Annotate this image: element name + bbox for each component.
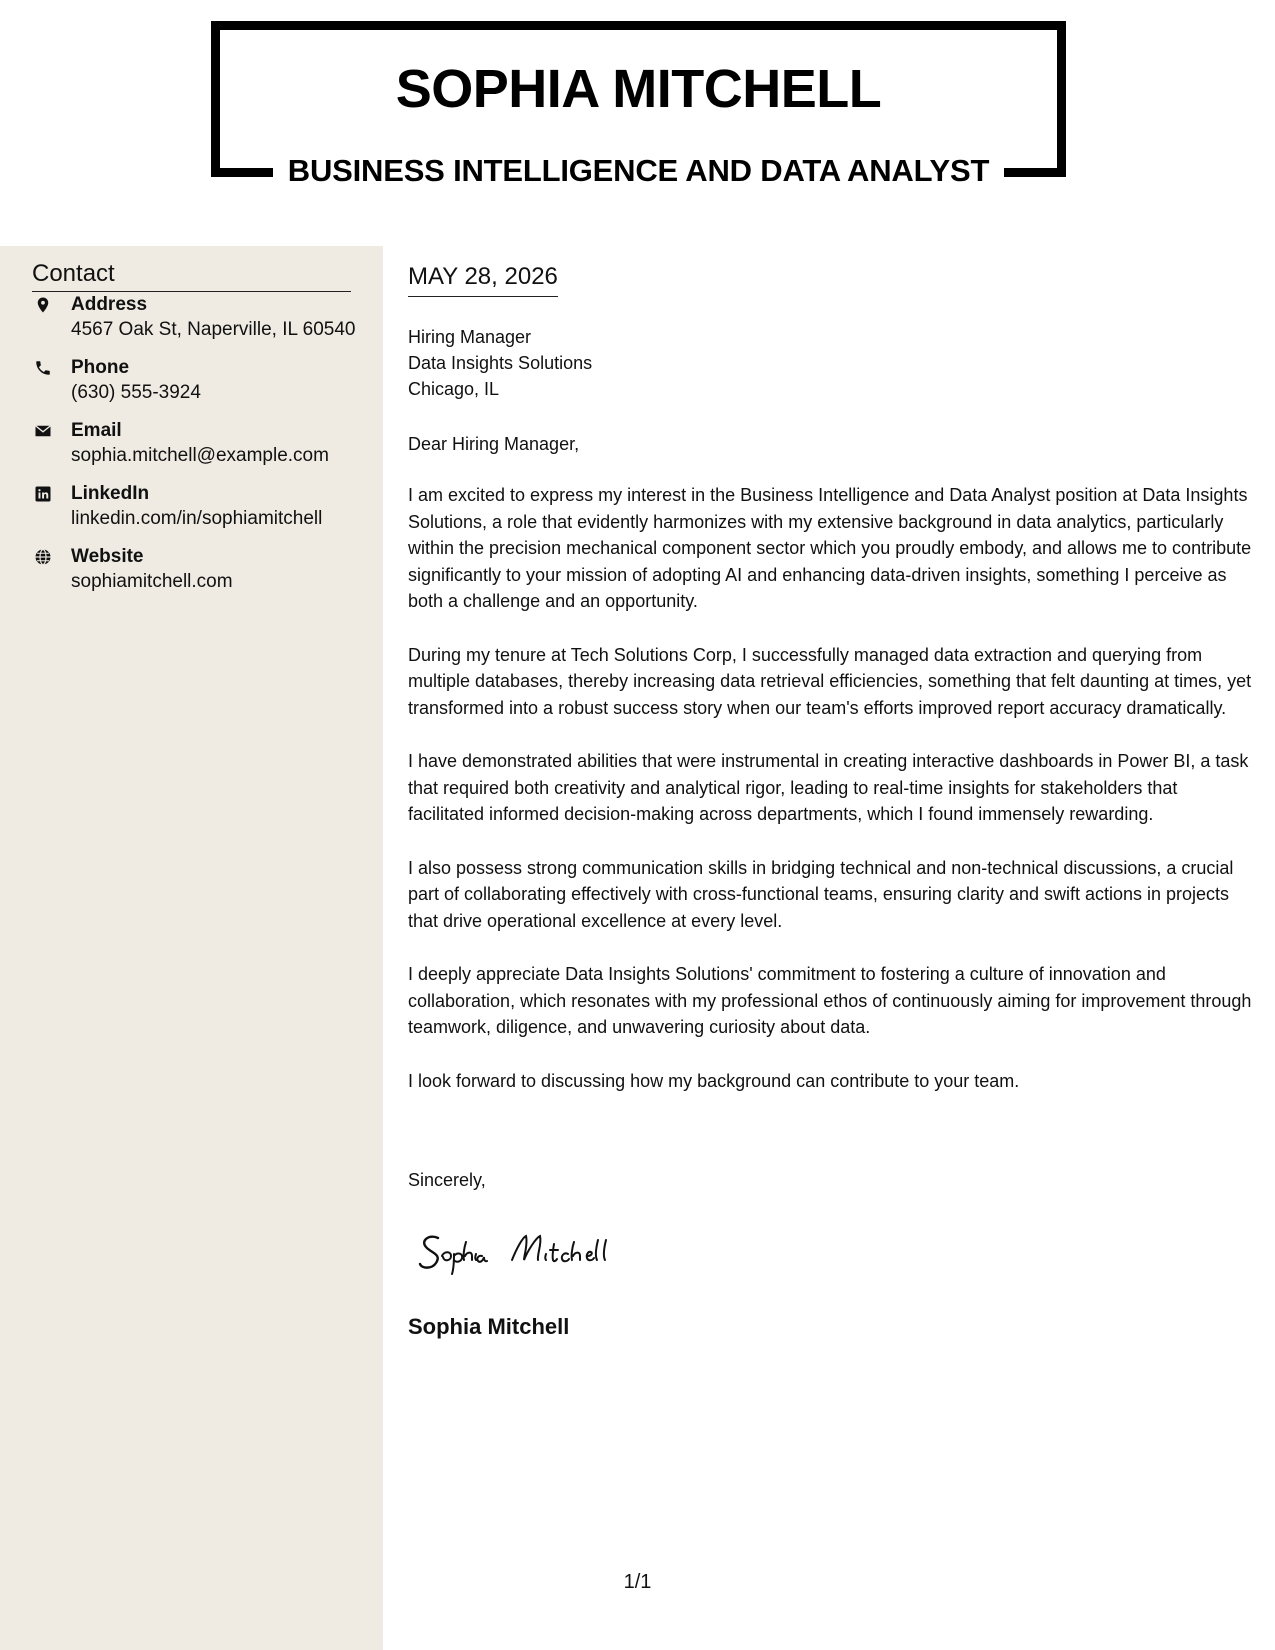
salutation: Dear Hiring Manager, [408, 434, 580, 454]
recipient-location: Chicago, IL [408, 379, 500, 399]
letter-paragraphs [408, 482, 1253, 1121]
job-title: BUSINESS INTELLIGENCE AND DATA ANALYST [287, 153, 990, 188]
contact-label: Email [71, 420, 122, 441]
signer-name: Sophia Mitchell [408, 1314, 570, 1339]
contact-value: sophia.mitchell@example.com [71, 445, 329, 466]
globe-icon [34, 548, 52, 566]
contact-heading: Contact [32, 260, 351, 292]
letter-date: MAY 28, 2026 [408, 263, 558, 297]
contact-value: (630) 555-3924 [71, 382, 201, 403]
header-frame-top [211, 21, 1066, 30]
paragraph: I look forward to discussing how my background can contribute to your team. [408, 1070, 1020, 1091]
contact-value: 4567 Oak St, Naperville, IL 60540 [71, 319, 356, 340]
recipient-name: Hiring Manager [408, 327, 532, 347]
closing: Sincerely, [408, 1170, 486, 1190]
paragraph: I also possess strong communication skills in bridging technical and non-technical discussions, a crucial part of collaborating effectively with cross-functional teams, ensuring clarity and swift actions in projects that drive operational excellence at every level. [408, 857, 1234, 931]
recipient-block [408, 324, 592, 402]
header-frame-right [1057, 21, 1066, 177]
contact-label: Website [71, 546, 144, 567]
header-frame-left [211, 21, 220, 177]
contact-label: Phone [71, 357, 130, 378]
recipient-company: Data Insights Solutions [408, 353, 593, 373]
contact-value: linkedin.com/in/sophiamitchell [71, 508, 323, 529]
linkedin-icon [34, 485, 52, 503]
paragraph: During my tenure at Tech Solutions Corp, I successfully managed data extraction and querying from multiple databases, thereby increasing data retrieval efficiencies, something that felt daunting at times, yet transformed into a robust success story when our team's efforts improved report accuracy dramatically. [408, 644, 1252, 718]
envelope-icon [34, 422, 52, 440]
handwritten-signature [416, 1220, 666, 1280]
applicant-name: SOPHIA MITCHELL [395, 59, 882, 119]
header-frame-bottom-right [1004, 168, 1066, 177]
phone-icon [34, 359, 52, 377]
contact-value: sophiamitchell.com [71, 571, 233, 592]
paragraph: I have demonstrated abilities that were instrumental in creating interactive dashboards in Power BI, a task that required both creativity and analytical rigor, leading to real-time insights for stakeholders that facilitated informed decision-making across departments, which I found immensely rewarding. [408, 751, 1249, 824]
contact-label: LinkedIn [71, 483, 150, 504]
header-frame-bottom-left [211, 168, 273, 177]
page-number: 1/1 [623, 1571, 652, 1593]
paragraph: I deeply appreciate Data Insights Solutions' commitment to fostering a culture of innovation and collaboration, which resonates with my professional ethos of continuously aiming for improvement through teamwork, diligence, and unwavering curiosity about data. [408, 964, 1252, 1037]
map-pin-icon [34, 296, 52, 314]
letter-header [0, 0, 1275, 246]
contact-label: Address [71, 294, 148, 315]
paragraph: I am excited to express my interest in the Business Intelligence and Data Analyst position at Data Insights Solutions, a role that evidently harmonizes with my extensive background in data analytics, particularly within the precision mechanical component sector which you proudly embody, and allows me to contribute significantly to your mission of adopting AI and enhancing data-driven insights, something I perceive as both a challenge and an opportunity. [408, 485, 1252, 611]
contact-sidebar [0, 246, 383, 1650]
